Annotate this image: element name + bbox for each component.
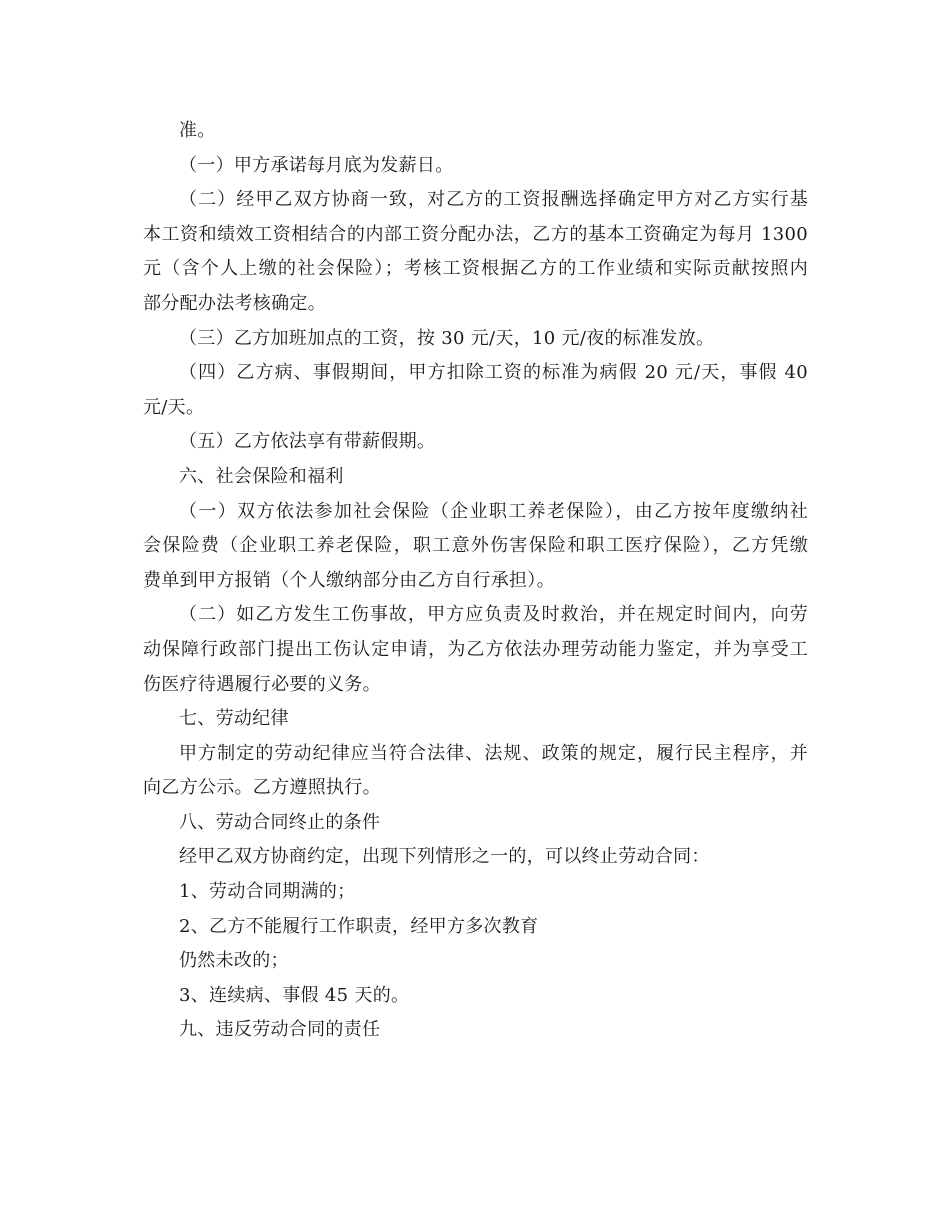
text-line: 2、乙方不能履行工作职责，经甲方多次教育 <box>179 915 539 937</box>
text-line: 七、劳动纪律 <box>179 708 289 730</box>
text-line: 仍然未改的； <box>179 950 289 972</box>
text-line: 部分配办法考核确定。 <box>143 292 326 314</box>
text-line: 九、违反劳动合同的责任 <box>179 1019 381 1041</box>
text-line: 3、连续病、事假 45 天的。 <box>179 984 410 1006</box>
text-line: 本工资和绩效工资相结合的内部工资分配办法，乙方的基本工资确定为每月 1300 <box>143 223 808 245</box>
text-line: 伤医疗待遇履行必要的义务。 <box>143 673 381 695</box>
text-line: 向乙方公示。乙方遵照执行。 <box>143 777 381 799</box>
document-body <box>143 114 808 1048</box>
text-line: 1、劳动合同期满的； <box>179 881 356 903</box>
text-line: 准。 <box>179 120 216 141</box>
text-line: 元/天。 <box>143 396 205 418</box>
text-line: 经甲乙双方协商约定，出现下列情形之一的，可以终止劳动合同： <box>179 846 710 868</box>
text-line: 费单到甲方报销（个人缴纳部分由乙方自行承担）。 <box>143 569 555 591</box>
text-line: 会保险费（企业职工养老保险，职工意外伤害保险和职工医疗保险），乙方凭缴 <box>143 535 808 557</box>
text-line: （二）经甲乙双方协商一致，对乙方的工资报酬选择确定甲方对乙方实行基 <box>179 189 808 211</box>
text-line: （二）如乙方发生工伤事故，甲方应负责及时救治，并在规定时间内，向劳 <box>179 604 808 626</box>
text-line: 八、劳动合同终止的条件 <box>179 811 381 833</box>
text-line: （四）乙方病、事假期间，甲方扣除工资的标准为病假 20 元/天，事假 40 <box>179 362 808 384</box>
text-line: （五）乙方依法享有带薪假期。 <box>179 431 436 453</box>
text-line: 甲方制定的劳动纪律应当符合法律、法规、政策的规定，履行民主程序，并 <box>179 742 808 764</box>
text-line: 元（含个人上缴的社会保险）；考核工资根据乙方的工作业绩和实际贡献按照内 <box>143 258 808 280</box>
text-line: （一）甲方承诺每月底为发薪日。 <box>179 154 454 176</box>
text-line: （三）乙方加班加点的工资，按 30 元/天，10 元/夜的标准发放。 <box>179 327 715 349</box>
text-line: 动保障行政部门提出工伤认定申请，为乙方依法办理劳动能力鉴定，并为享受工 <box>143 638 808 660</box>
text-line: （一）双方依法参加社会保险（企业职工养老保险），由乙方按年度缴纳社 <box>179 500 808 522</box>
text-line: 六、社会保险和福利 <box>179 465 344 487</box>
